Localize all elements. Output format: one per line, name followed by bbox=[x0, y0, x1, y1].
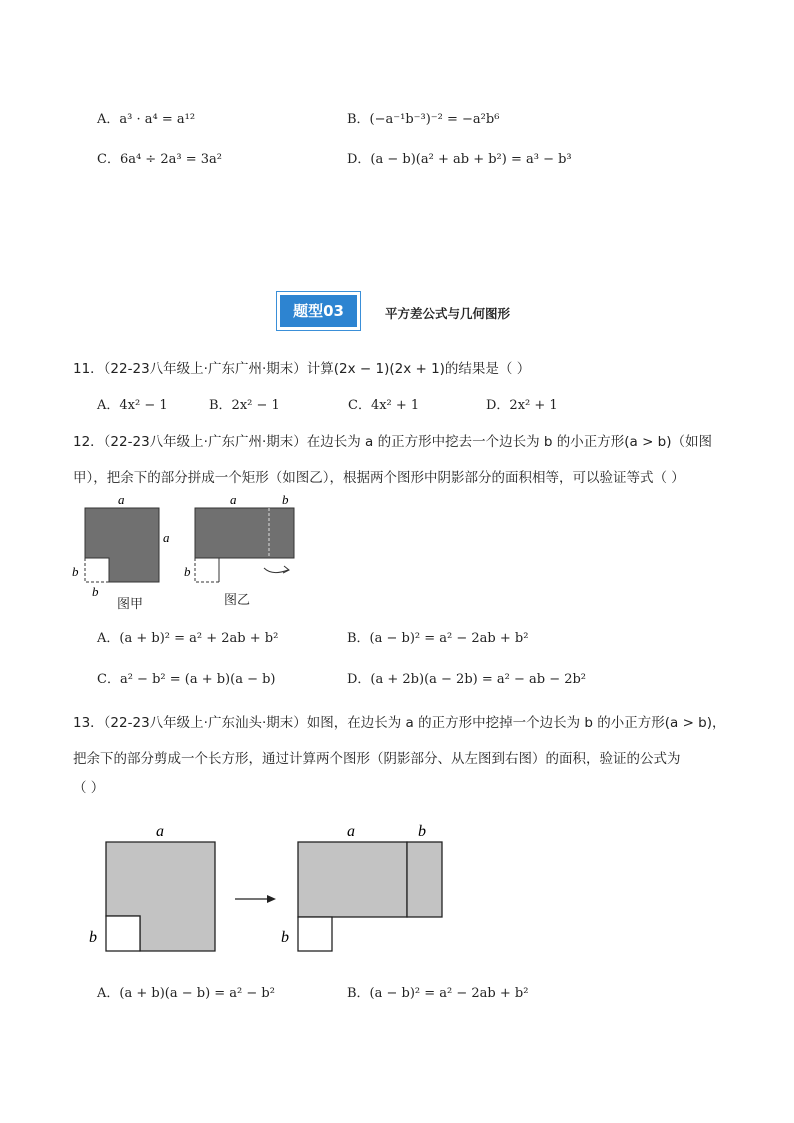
section-badge-label: 题型03 bbox=[280, 295, 357, 327]
q12-stem-line1: 12．（22-23八年级上·广东广州·期末）在边长为 a 的正方形中挖去一个边长为 b 的小正方形(a > b)（如图 bbox=[73, 434, 713, 450]
q12-option-a: A．(a + b)² = a² + 2ab + b² bbox=[97, 631, 279, 646]
q13-right-label-b-side: b bbox=[281, 929, 289, 946]
q13-option-a: A．(a + b)(a − b) = a² − b² bbox=[97, 986, 275, 1001]
q11-stem: 11．（22-23八年级上·广东广州·期末）计算(2x − 1)(2x + 1)的结果是（ ） bbox=[73, 361, 531, 377]
q13-left-label-b: b bbox=[89, 929, 97, 946]
q11-option-b: B．2x² − 1 bbox=[209, 398, 280, 413]
q13-stem-line3: （ ） bbox=[73, 780, 105, 796]
q12-option-b: B．(a − b)² = a² − 2ab + b² bbox=[347, 631, 529, 646]
q12-option-c: C．a² − b² = (a + b)(a − b) bbox=[97, 672, 276, 687]
q13-stem-line1: 13．（22-23八年级上·广东汕头·期末）如图，在边长为 a 的正方形中挖掉一个边长为 b 的小正方形(a > b)， bbox=[73, 715, 726, 731]
q10-option-c: C．6a⁴ ÷ 2a³ = 3a² bbox=[97, 152, 222, 167]
q13-right-label-b-top: b bbox=[418, 823, 426, 840]
q13-right-removed-square bbox=[298, 917, 332, 951]
q12-caption-left: 图甲 bbox=[117, 597, 144, 612]
q12-right-label-b-side: b bbox=[184, 564, 191, 579]
q13-left-removed-square bbox=[106, 916, 140, 951]
section-title: 平方差公式与几何图形 bbox=[385, 306, 511, 321]
q12-stem-line2: 甲），把余下的部分拼成一个矩形（如图乙），根据两个图形中阴影部分的面积相等，可以验证等式（ ） bbox=[73, 470, 685, 486]
q13-right-label-a: a bbox=[347, 823, 355, 840]
q11-option-a: A．4x² − 1 bbox=[97, 398, 168, 413]
q13-stem-line2: 把余下的部分剪成一个长方形，通过计算两个图形（阴影部分、从左图到右图）的面积，验证的公式为 bbox=[73, 751, 681, 767]
q12-right-label-b-top: b bbox=[282, 492, 289, 507]
q12-move-arrowhead bbox=[283, 566, 289, 573]
q13-right-main-rectangle bbox=[298, 842, 407, 917]
q12-figure-left bbox=[60, 490, 180, 610]
q12-option-d: D．(a + 2b)(a − 2b) = a² − ab − 2b² bbox=[347, 672, 587, 687]
q10-option-d: D．(a − b)(a² + ab + b²) = a³ − b³ bbox=[347, 152, 572, 167]
section-badge bbox=[276, 291, 361, 331]
q13-option-b: B．(a − b)² = a² − 2ab + b² bbox=[347, 986, 529, 1001]
q13-right-strip bbox=[407, 842, 442, 917]
q12-right-removed-square bbox=[195, 558, 219, 582]
q12-right-label-a: a bbox=[230, 492, 237, 507]
q11-option-d: D．2x² + 1 bbox=[486, 398, 558, 413]
q13-left-label-a: a bbox=[156, 823, 164, 840]
q12-left-label-a-top: a bbox=[118, 492, 125, 507]
q13-transform-arrowhead bbox=[267, 895, 276, 903]
q12-right-shaded-rectangle bbox=[195, 508, 294, 558]
q12-left-label-b-bottom: b bbox=[92, 584, 99, 599]
q13-figure bbox=[80, 815, 460, 955]
q10-option-a: A．a³ · a⁴ = a¹² bbox=[97, 112, 196, 127]
q12-left-label-b-side: b bbox=[72, 564, 79, 579]
q12-left-shaded-region bbox=[85, 508, 159, 582]
q12-left-removed-square bbox=[85, 558, 109, 582]
q12-left-label-a-side: a bbox=[163, 530, 170, 545]
q10-option-b: B．(−a⁻¹b⁻³)⁻² = −a²b⁶ bbox=[347, 112, 500, 127]
q11-option-c: C．4x² + 1 bbox=[348, 398, 420, 413]
q12-caption-right: 图乙 bbox=[224, 593, 251, 608]
